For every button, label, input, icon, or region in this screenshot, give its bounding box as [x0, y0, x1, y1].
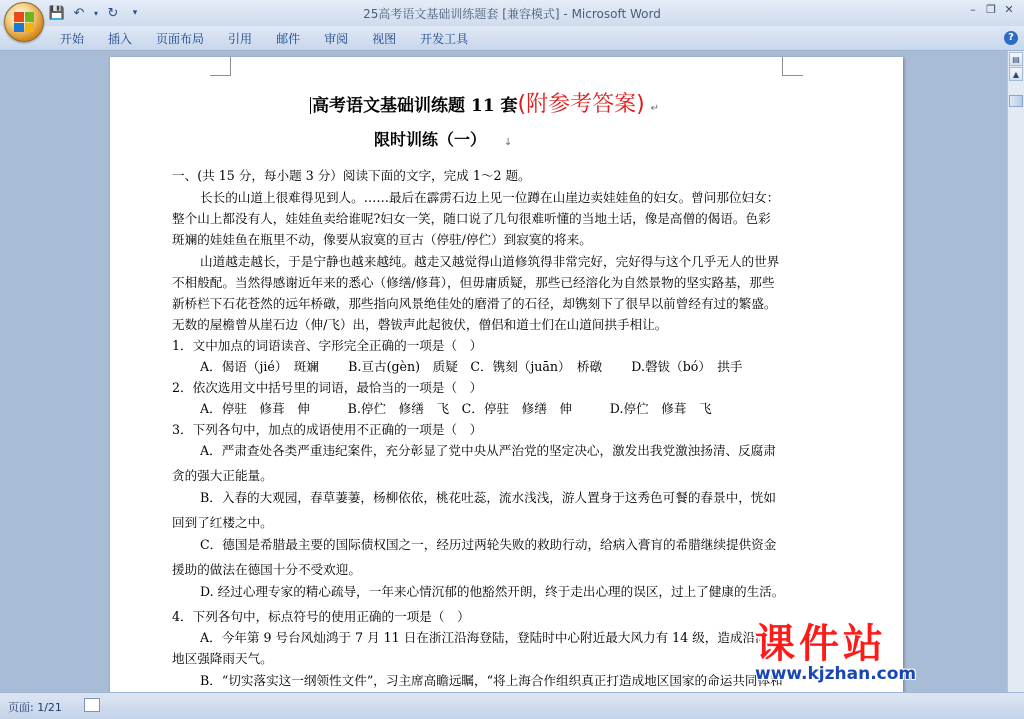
proofing-icon[interactable]	[84, 698, 100, 712]
question-4-option-b: B．“切实落实这一纲领性文件”，习主席高瞻远瞩，“将上海合作组织真正打造成地区国家的命运共同体和	[200, 673, 783, 688]
question-1-options: A．偈语（jié） 斑斓 B.亘古(gèn) 质疑 C．镌刻（juān） 桥礅 D.磬钹（bó） 拱手	[200, 359, 743, 374]
question-2: 2．依次选用文中括号里的词语，最恰当的一项是（ ）	[172, 380, 483, 395]
text-line: 整个山上都没有人，娃娃鱼卖给谁呢?妇女一笑，随口说了几句很难听懂的当地土话，像是高僧的偈语。色彩	[172, 211, 771, 226]
title-bar	[0, 0, 1024, 26]
text-line: 无数的屋檐曾从崖石边（伸/飞）出，磬钹声此起彼伏，僧侣和道士们在山道间拱手相让。	[172, 317, 668, 332]
text-line: 新桥栏下石花苍然的远年桥礅，那些指向风景绝佳处的磨滑了的石径，却镌刻下了很早以前曾经有过的繁盛。	[172, 296, 777, 311]
office-logo-icon	[14, 12, 34, 32]
ribbon-tabs	[48, 30, 480, 48]
text-line: 不相般配。当然得感谢近年来的悉心（修缮/修葺），但毋庸质疑，那些已经溶化为自然景物的坚实路基，那些	[172, 275, 775, 290]
question-3-option-d: D. 经过心理专家的精心疏导，一年来心情沉郁的他豁然开朗，终于走出心理的误区，过上了健康的生活。	[200, 584, 785, 599]
dropdown-icon[interactable]: ▾	[93, 8, 98, 18]
text-line: 长长的山道上很难得见到人。……最后在霹雳石边上见一位蹲在山崖边卖娃娃鱼的妇女。曾问那位妇女：	[200, 190, 780, 205]
tab-developer[interactable]: 开发工具	[420, 32, 469, 46]
paragraph-mark-icon: ↓	[504, 137, 513, 148]
tab-page-layout[interactable]: 页面布局	[156, 32, 205, 46]
question-2-options: A．停驻 修葺 伸 B.停伫 修缮 飞 C．停驻 修缮 伸 D.停伫 修葺 飞	[200, 401, 712, 416]
question-3-option-b: B．入春的大观园，春草萋萋，杨柳依依，桃花吐蕊，流水浅浅，游人置身于这秀色可餐的春景中，恍如	[200, 490, 776, 505]
tab-view[interactable]: 视图	[372, 32, 397, 46]
margin-corner-mark	[782, 57, 803, 76]
tab-home[interactable]: 开始	[60, 32, 85, 46]
save-icon[interactable]: 💾	[48, 5, 66, 21]
text-line: 地区强降雨天气。	[172, 651, 273, 666]
question-1: 1．文中加点的词语读音、字形完全正确的一项是（ ）	[172, 338, 483, 353]
tab-references[interactable]: 引用	[228, 32, 253, 46]
window-title: 25高考语文基础训练题套 [兼容模式] - Microsoft Word	[363, 7, 661, 21]
text-cursor	[310, 97, 311, 114]
customize-toolbar-icon[interactable]: ▾	[132, 8, 138, 18]
tab-review[interactable]: 审阅	[324, 32, 349, 46]
text-line: 贪的强大正能量。	[172, 468, 273, 483]
text-line: 一、(共 15 分，每小题 3 分）阅读下面的文字，完成 1～2 题。	[172, 168, 531, 183]
title-answer-note: (附参考答案)	[517, 92, 645, 117]
office-button[interactable]	[4, 2, 44, 42]
text-line: 山道越走越长，于是宁静也越来越纯。越走又越觉得山道修筑得非常完好，完好得与这个几乎无人的世界	[200, 254, 780, 269]
page-indicator[interactable]: 页面: 1/21	[8, 701, 62, 714]
ruler-toggle-icon[interactable]: ▤	[1009, 52, 1023, 66]
status-bar	[0, 692, 1024, 719]
restore-icon[interactable]: ❐	[986, 3, 996, 16]
text-line: 斑斓的娃娃鱼在瓶里不动，像要从寂寞的亘古（停驻/停伫）到寂寞的将来。	[172, 232, 592, 247]
redo-icon[interactable]: ↻	[107, 5, 119, 21]
margin-corner-mark	[210, 57, 231, 76]
text-line: 回到了红楼之中。	[172, 515, 273, 530]
document-page[interactable]	[110, 57, 903, 707]
question-4-option-a: A．今年第 9 号台风灿鸿于 7 月 11 日在浙江沿海登陆，登陆时中心附近最大风力有 14 级，造成沿海各数	[200, 630, 793, 645]
window-controls	[964, 2, 1018, 18]
tab-insert[interactable]: 插入	[108, 32, 133, 46]
tab-mailings[interactable]: 邮件	[276, 32, 301, 46]
help-icon[interactable]: ?	[1004, 31, 1018, 45]
question-3-option-a: A．严肃查处各类严重违纪案件，充分彰显了党中央从严治党的坚定决心，激发出我党激浊扬清、反腐肃	[200, 443, 776, 458]
watermark-url: www.kjzhan.com	[755, 664, 917, 684]
minimize-icon[interactable]: –	[970, 3, 976, 16]
text-line: 援助的做法在德国十分不受欢迎。	[172, 562, 361, 577]
document-title: 高考语文基础训练题 11 套(附参考答案) ↵	[312, 92, 660, 117]
watermark-logo	[755, 612, 1005, 692]
vertical-scrollbar[interactable]	[1007, 51, 1024, 692]
paragraph-mark-icon: ↵	[650, 103, 660, 114]
close-icon[interactable]: ✕	[1004, 3, 1014, 16]
scrollbar-thumb[interactable]	[1009, 95, 1023, 107]
ribbon	[0, 26, 1024, 51]
scroll-up-icon[interactable]: ▲	[1009, 67, 1023, 81]
document-area[interactable]	[0, 51, 1008, 692]
watermark-brand: 课件站	[755, 621, 887, 667]
question-3: 3．下列各句中，加点的成语使用不正确的一项是（ ）	[172, 422, 483, 437]
question-3-option-c: C．德国是希腊最主要的国际债权国之一，经历过两轮失败的救助行动，给病入膏肓的希腊继续提供资金	[200, 537, 777, 552]
question-4: 4．下列各句中，标点符号的使用正确的一项是（ ）	[172, 609, 470, 624]
undo-icon[interactable]: ↶	[73, 5, 85, 21]
document-subtitle: 限时训练（一） ↓	[374, 130, 513, 149]
